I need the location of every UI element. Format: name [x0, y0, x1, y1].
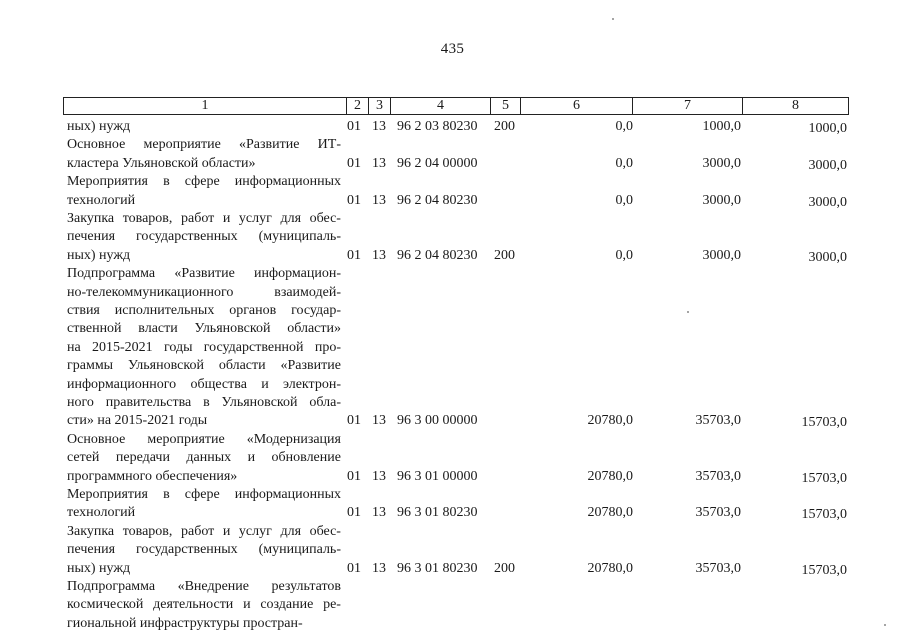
row-cell-c6: 20780,0 — [587, 505, 633, 521]
row-cell-c6: 20780,0 — [587, 413, 633, 429]
row-cell-c4: 96 3 01 00000 — [397, 468, 478, 484]
row-cell-c2: 01 — [347, 247, 361, 263]
row-cell-c2: 01 — [347, 192, 361, 208]
row-text-line: информационного общества и электрон- — [67, 376, 341, 392]
row-cell-c4: 96 2 04 80230 — [397, 192, 478, 208]
row-text-line: Закупка товаров, работ и услуг для обес- — [67, 211, 341, 226]
row-cell-c2: 01 — [347, 155, 361, 171]
row-text-line: Подпрограмма «Развитие информацион- — [67, 266, 341, 282]
row-cell-c8: 3000,0 — [808, 157, 847, 173]
row-text-line: печения государственных (муниципаль- — [67, 229, 341, 245]
row-cell-c2: 01 — [347, 468, 361, 484]
header-col-2: 2 — [346, 98, 368, 114]
header-col-1: 1 — [201, 98, 209, 113]
row-cell-c6: 20780,0 — [587, 560, 633, 576]
header-col-7: 7 — [632, 98, 742, 114]
row-cell-c7: 3000,0 — [702, 155, 741, 171]
header-col-8: 8 — [742, 98, 848, 114]
row-text-line: ственной власти Ульяновской области» — [67, 321, 341, 337]
row-cell-c2: 01 — [347, 505, 361, 521]
row-text-line: ных) нужд — [67, 119, 131, 134]
row-cell-c7: 35703,0 — [695, 468, 741, 484]
row-cell-c6: 0,0 — [615, 247, 633, 263]
row-cell-c5: 200 — [494, 560, 515, 576]
row-cell-c7: 3000,0 — [702, 247, 741, 263]
row-cell-c4: 96 2 04 00000 — [397, 155, 478, 171]
row-cell-c4: 96 3 01 80230 — [397, 560, 478, 576]
row-cell-c4: 96 3 01 80230 — [397, 505, 478, 521]
row-cell-c7: 3000,0 — [702, 192, 741, 208]
row-cell-c3: 13 — [372, 413, 386, 429]
row-text-line: космической деятельности и создание ре- — [67, 597, 341, 613]
row-cell-c4: 96 2 03 80230 — [397, 119, 478, 134]
row-cell-c7: 35703,0 — [695, 560, 741, 576]
row-cell-c8: 3000,0 — [808, 249, 847, 265]
row-text-line: Мероприятия в сфере информационных — [67, 487, 341, 502]
row-cell-c5: 200 — [494, 247, 515, 263]
row-cell-c7: 35703,0 — [695, 505, 741, 521]
row-text-line: ного правительства в Ульяновской обла- — [67, 395, 341, 410]
row-cell-c8: 1000,0 — [808, 121, 847, 136]
row-text-line: ных) нужд — [67, 247, 131, 263]
scan-speck — [612, 18, 614, 20]
row-cell-c8: 15703,0 — [801, 562, 847, 578]
row-text-line: Основное мероприятие «Развитие ИТ- — [67, 137, 341, 153]
row-cell-c8: 15703,0 — [801, 415, 847, 431]
row-cell-c7: 35703,0 — [695, 413, 741, 429]
row-cell-c2: 01 — [347, 119, 361, 134]
row-cell-c3: 13 — [372, 247, 386, 263]
row-text-line: программного обеспечения» — [67, 468, 238, 484]
header-col-3: 3 — [368, 98, 390, 114]
scan-speck — [687, 311, 689, 313]
row-text-line: технологий — [67, 192, 136, 208]
row-cell-c7: 1000,0 — [702, 119, 741, 134]
header-col-5: 5 — [490, 98, 520, 114]
scan-speck — [884, 624, 886, 626]
row-text-line: ствия исполнительных органов государ- — [67, 303, 341, 318]
row-cell-c6: 0,0 — [615, 192, 633, 208]
row-cell-c5: 200 — [494, 119, 515, 134]
row-text-line: на 2015-2021 годы государственной про- — [67, 339, 341, 355]
row-cell-c3: 13 — [372, 505, 386, 521]
row-text-line: Подпрограмма «Внедрение результатов — [67, 579, 341, 594]
row-text-line: технологий — [67, 505, 136, 521]
row-text-line: Основное мероприятие «Модернизация — [67, 431, 341, 447]
row-cell-c6: 0,0 — [615, 119, 633, 134]
row-text-line: кластера Ульяновской области» — [67, 155, 256, 171]
row-cell-c2: 01 — [347, 413, 361, 429]
row-cell-c3: 13 — [372, 560, 386, 576]
row-text-line: Мероприятия в сфере информационных — [67, 174, 341, 190]
row-text-line: печения государственных (муниципаль- — [67, 542, 341, 558]
page-number: 435 — [440, 41, 465, 57]
row-cell-c8: 15703,0 — [801, 507, 847, 523]
row-cell-c2: 01 — [347, 560, 361, 576]
row-cell-c6: 0,0 — [615, 155, 633, 171]
row-text-line: ных) нужд — [67, 560, 131, 576]
table-header — [63, 97, 849, 115]
row-cell-c4: 96 2 04 80230 — [397, 247, 478, 263]
row-cell-c3: 13 — [372, 155, 386, 171]
header-col-4: 4 — [390, 98, 490, 114]
header-col-6: 6 — [520, 98, 632, 114]
row-cell-c4: 96 3 00 00000 — [397, 413, 478, 429]
row-text-line: Закупка товаров, работ и услуг для обес- — [67, 523, 341, 539]
row-text-line: граммы Ульяновской области «Развитие — [67, 358, 341, 374]
row-cell-c8: 15703,0 — [801, 470, 847, 486]
row-cell-c3: 13 — [372, 119, 386, 134]
row-text-line: сти» на 2015-2021 годы — [67, 413, 208, 429]
row-text-line: сетей передачи данных и обновление — [67, 450, 341, 466]
row-cell-c6: 20780,0 — [587, 468, 633, 484]
row-text-line: но-телекоммуникационного взаимодей- — [67, 284, 341, 300]
row-cell-c8: 3000,0 — [808, 194, 847, 210]
row-text-line: гиональной инфраструктуры простран- — [67, 615, 303, 631]
row-cell-c3: 13 — [372, 468, 386, 484]
row-cell-c3: 13 — [372, 192, 386, 208]
